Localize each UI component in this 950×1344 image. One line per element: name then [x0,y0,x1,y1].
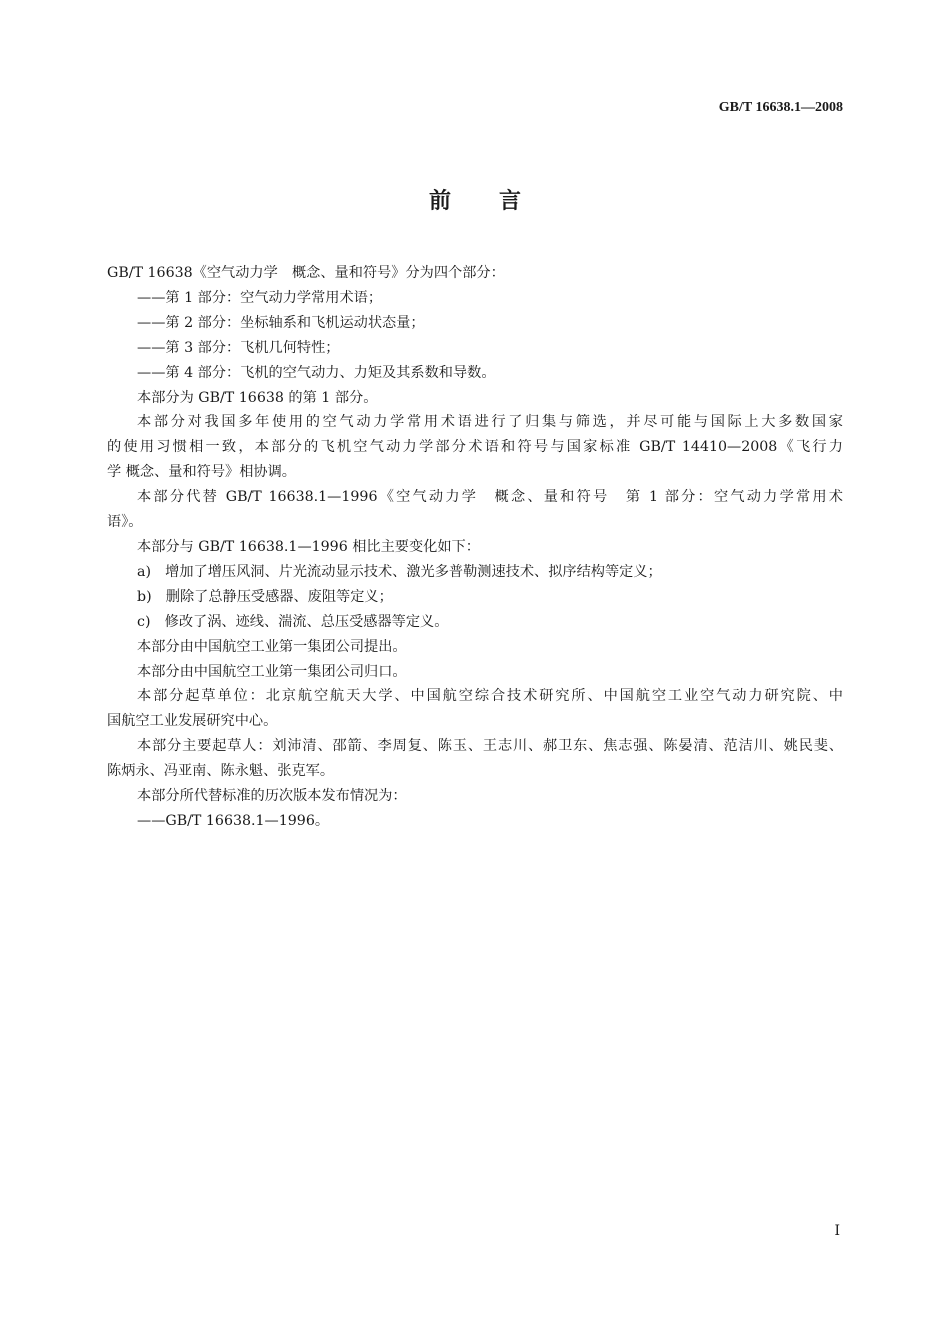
text-line: 本部分为 GB/T 16638 的第 1 部分。 [137,389,378,406]
text-line: 本部分起草单位：北京航空航天大学、中国航空综合技术研究所、中国航空工业空气动力研究院、中 [137,688,843,705]
text-line: b) 删除了总静压受感器、废阻等定义； [137,588,393,605]
foreword-body [107,261,843,834]
page-title: 前言 [428,189,569,214]
text-line: 本部分与 GB/T 16638.1—1996 相比主要变化如下： [137,538,480,555]
text-line: ——第 4 部分：飞机的空气动力、力矩及其系数和导数。 [137,364,496,381]
text-line: GB/T 16638《空气动力学 概念、量和符号》分为四个部分： [107,265,505,281]
document-code-header: GB/T 16638.1—2008 [718,100,843,115]
text-line: c) 修改了涡、迹线、湍流、总压受感器等定义。 [137,613,449,630]
text-line: 本部分主要起草人：刘沛清、邵箭、李周复、陈玉、王志川、郝卫东、焦志强、陈晏清、范洁川、姚民斐、 [137,738,843,755]
text-line: 本部分由中国航空工业第一集团公司提出。 [137,638,407,655]
text-line: 学 概念、量和符号》相协调。 [107,464,296,481]
text-line: 陈炳永、冯亚南、陈永魁、张克军。 [107,763,335,780]
text-line: 本部分由中国航空工业第一集团公司归口。 [137,663,407,680]
text-line: 语》。 [107,514,143,531]
text-line: a) 增加了增压风洞、片光流动显示技术、激光多普勒测速技术、拟序结构等定义； [137,563,662,580]
text-line: 国航空工业发展研究中心。 [107,713,278,730]
text-line: ——第 3 部分：飞机几何特性； [137,339,340,356]
text-line: 本部分对我国多年使用的空气动力学常用术语进行了归集与筛选，并尽可能与国际上大多数国家 [137,414,843,431]
text-line: 的使用习惯相一致，本部分的飞机空气动力学部分术语和符号与国家标准 GB/T 14410—2008《飞行力 [107,439,843,456]
text-line: 本部分所代替标准的历次版本发布情况为： [137,788,407,805]
text-line: ——第 1 部分：空气动力学常用术语； [137,289,383,306]
page-number: I [834,1223,840,1239]
text-line: ——第 2 部分：坐标轴系和飞机运动状态量； [137,314,425,331]
text-line: 本部分代替 GB/T 16638.1—1996《空气动力学 概念、量和符号 第 1 部分：空气动力学常用术 [137,489,843,506]
text-line: ——GB/T 16638.1—1996。 [137,812,330,829]
